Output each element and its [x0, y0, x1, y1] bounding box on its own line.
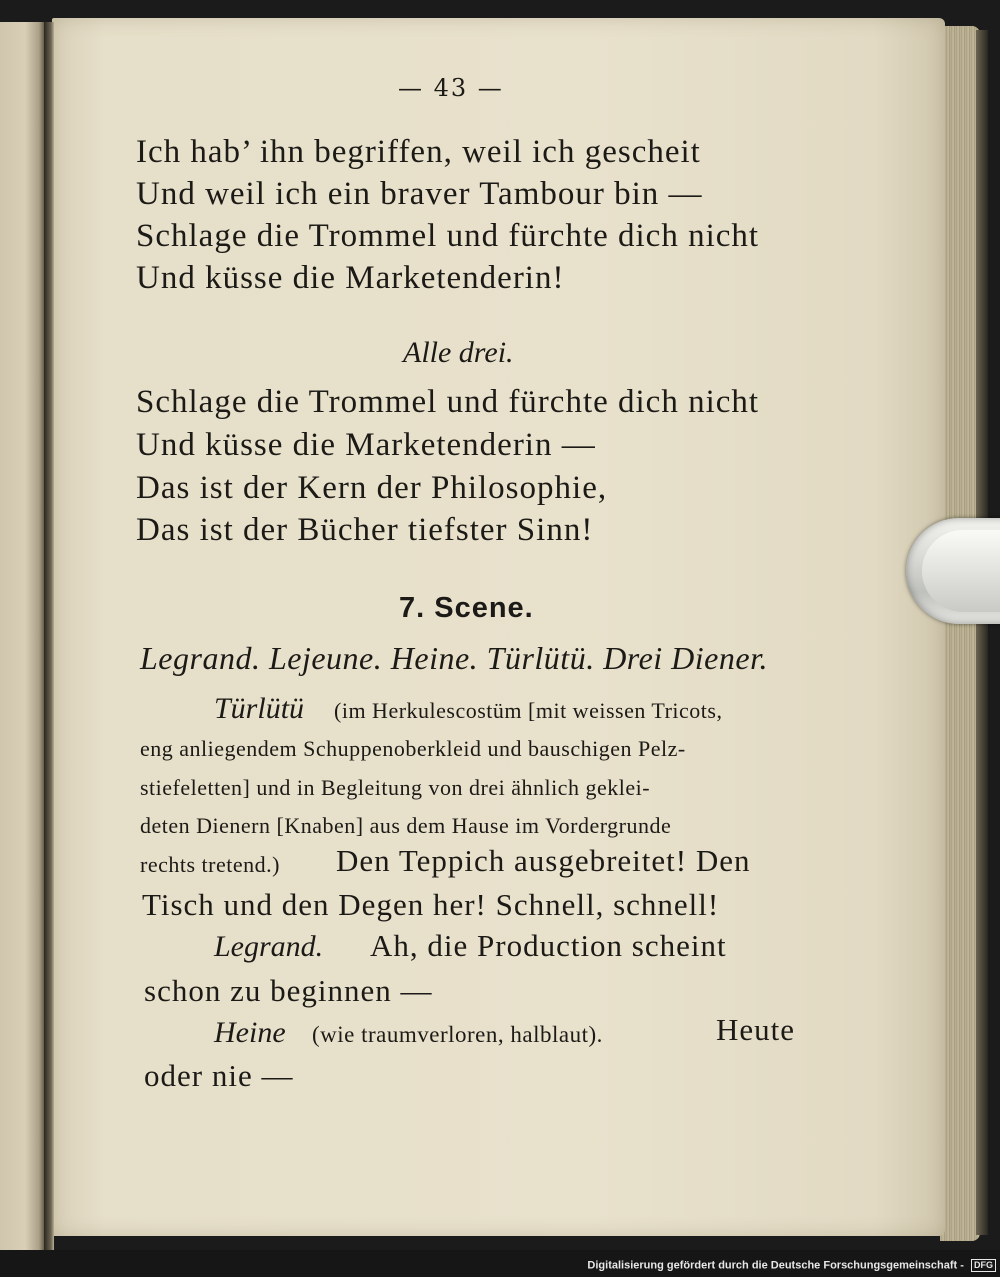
- speech-line: oder nie —: [144, 1058, 294, 1093]
- book-gutter: [44, 22, 54, 1250]
- stage-direction: deten Dienern [Knaben] aus dem Hause im Vordergrunde: [140, 813, 672, 838]
- left-page-edge: [0, 22, 46, 1250]
- speech-line: Heute: [716, 1012, 796, 1047]
- verse-line: Schlage die Trommel und fürchte dich nicht: [136, 218, 760, 254]
- stage-direction: (wie traumverloren, halblaut).: [312, 1022, 603, 1047]
- speech-line: Ah, die Production scheint: [370, 928, 727, 963]
- verse-line: Und weil ich ein braver Tambour bin —: [136, 176, 703, 212]
- footer-text: Digitalisierung gefördert durch die Deutsche Forschungsgemeinschaft -: [587, 1259, 964, 1272]
- verse-line: Und küsse die Marketenderin!: [136, 260, 565, 296]
- verse-line: Das ist der Bücher tiefster Sinn!: [136, 512, 594, 548]
- scene-title: 7. Scene.: [399, 592, 534, 624]
- verse-line: Schlage die Trommel und fürchte dich nicht: [136, 384, 760, 420]
- speech-line: Tisch und den Degen her! Schnell, schnell!: [142, 887, 720, 922]
- page-number: — 43 —: [398, 74, 504, 102]
- chorus-heading: Alle drei.: [403, 336, 514, 369]
- dfg-logo: DFG: [971, 1259, 996, 1272]
- speaker-name: Heine: [214, 1016, 286, 1049]
- speech-line: schon zu beginnen —: [144, 973, 433, 1008]
- scanner-clamp-highlight: [922, 530, 1000, 612]
- stage-direction: (im Herkulescostüm [mit weissen Tricots,: [334, 698, 723, 723]
- cast-list: Legrand. Lejeune. Heine. Türlütü. Drei Diener.: [140, 640, 768, 676]
- digitization-footer: [587, 1259, 996, 1272]
- speech-line: Den Teppich ausgebreitet! Den: [336, 843, 751, 878]
- speaker-name: Türlütü: [214, 692, 305, 725]
- speaker-name: Legrand.: [214, 930, 324, 963]
- stage-direction: stiefeletten] und in Begleitung von drei ähnlich geklei-: [140, 775, 651, 800]
- verse-line: Das ist der Kern der Philosophie,: [136, 470, 608, 506]
- verse-line: Und küsse die Marketenderin —: [136, 427, 596, 463]
- page-stack-shadow: [976, 30, 988, 1235]
- verse-line: Ich hab’ ihn begriffen, weil ich gescheit: [136, 134, 701, 170]
- page-stack-edge: [940, 26, 980, 1241]
- stage-direction: rechts tretend.): [140, 852, 280, 877]
- stage-direction: eng anliegendem Schuppenoberkleid und bauschigen Pelz-: [140, 736, 686, 761]
